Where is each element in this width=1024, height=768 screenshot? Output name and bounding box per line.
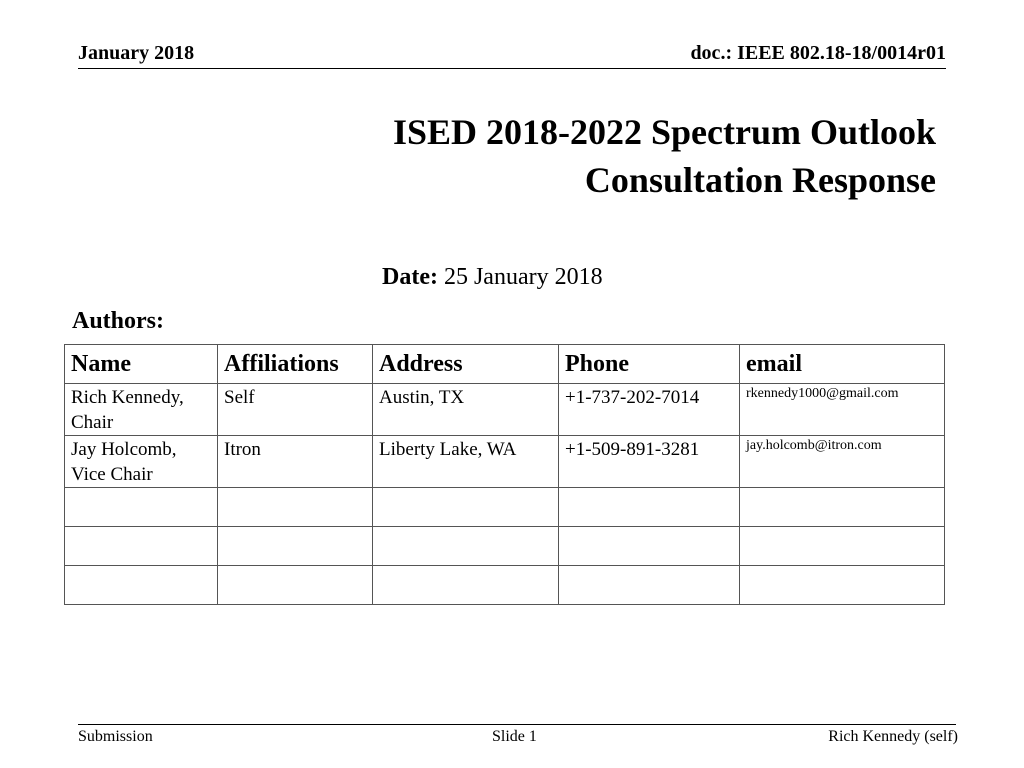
- column-header-name: Name: [65, 345, 218, 384]
- table-cell: [740, 488, 945, 527]
- table-cell: [65, 566, 218, 605]
- author-email-cell: jay.holcomb@itron.com: [740, 436, 945, 488]
- table-cell: [559, 488, 740, 527]
- table-row: [65, 436, 945, 488]
- table-cell: [218, 488, 373, 527]
- table-cell: [65, 488, 218, 527]
- table-cell: [740, 566, 945, 605]
- date-value: 25 January 2018: [437, 264, 603, 290]
- author-phone-cell: +1-509-891-3281: [559, 436, 740, 488]
- date-line: [382, 264, 603, 291]
- footer-submission: Submission: [78, 728, 153, 745]
- table-cell: [559, 527, 740, 566]
- header-divider: [78, 68, 946, 69]
- slide-title-line-1: ISED 2018-2022 Spectrum Outlook: [392, 112, 936, 152]
- table-row-empty: [65, 566, 945, 605]
- column-header-phone: Phone: [559, 345, 740, 384]
- author-address-cell: Liberty Lake, WA: [373, 436, 559, 488]
- authors-table: [64, 344, 945, 605]
- table-row-empty: [65, 527, 945, 566]
- table-cell: [218, 527, 373, 566]
- table-cell: [373, 566, 559, 605]
- author-phone-cell: +1-737-202-7014: [559, 384, 740, 436]
- table-cell: [65, 527, 218, 566]
- author-affiliation-cell: Itron: [218, 436, 373, 488]
- slide-title-line-2: Consultation Response: [584, 160, 936, 200]
- author-name-cell: Rich Kennedy, Chair: [65, 384, 218, 436]
- footer-slide-number: Slide 1: [492, 728, 537, 745]
- column-header-address: Address: [373, 345, 559, 384]
- author-affiliation-cell: Self: [218, 384, 373, 436]
- header-date: January 2018: [78, 42, 195, 64]
- slide-title: [176, 108, 936, 204]
- authors-label: Authors:: [72, 308, 165, 334]
- table-header-row: [65, 345, 945, 384]
- date-label: Date:: [382, 264, 438, 290]
- column-header-email: email: [740, 345, 945, 384]
- author-name-cell: Jay Holcomb, Vice Chair: [65, 436, 218, 488]
- footer-author: Rich Kennedy (self): [828, 728, 958, 745]
- column-header-affiliations: Affiliations: [218, 345, 373, 384]
- table-cell: [218, 566, 373, 605]
- header-doc-id: doc.: IEEE 802.18-18/0014r01: [690, 42, 946, 64]
- table-cell: [559, 566, 740, 605]
- footer-divider: [78, 724, 956, 725]
- table-cell: [740, 527, 945, 566]
- table-row-empty: [65, 488, 945, 527]
- table-cell: [373, 527, 559, 566]
- table-row: [65, 384, 945, 436]
- table-cell: [373, 488, 559, 527]
- author-address-cell: Austin, TX: [373, 384, 559, 436]
- author-email-cell: rkennedy1000@gmail.com: [740, 384, 945, 436]
